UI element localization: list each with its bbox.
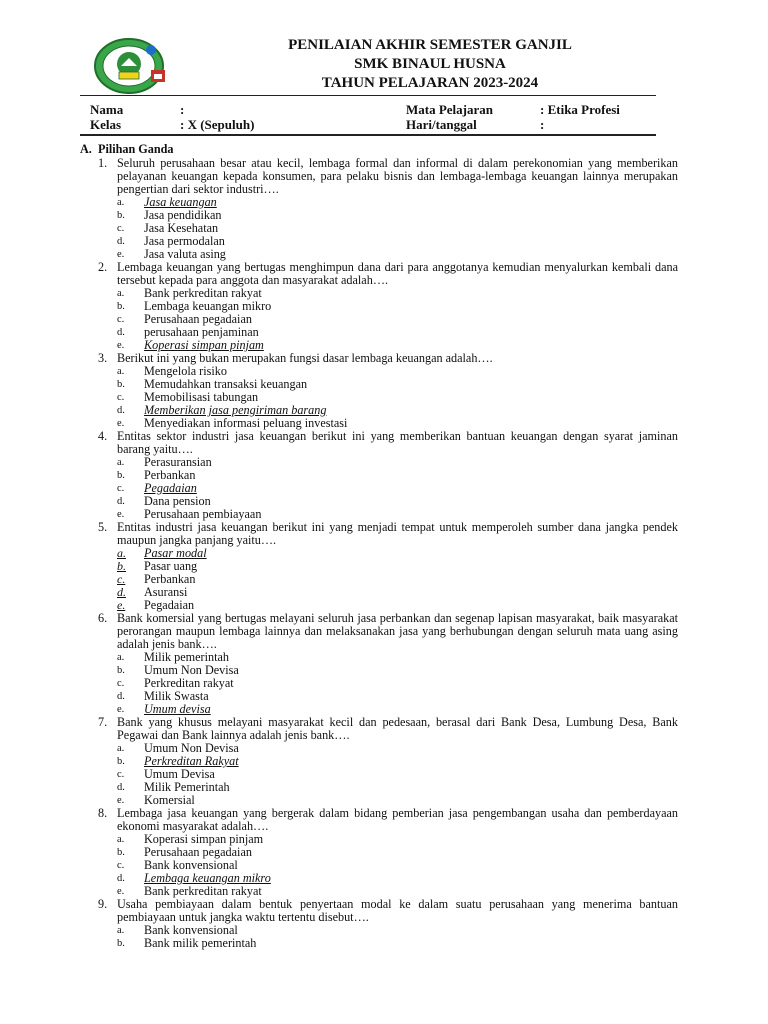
header-divider-bottom bbox=[80, 134, 656, 136]
option-letter: d. bbox=[117, 496, 125, 507]
option-letter: e. bbox=[117, 418, 125, 429]
option-text: Jasa permodalan bbox=[144, 234, 225, 248]
question-text: Lembaga jasa keuangan yang bergerak dalam bidang pemberian jasa pengembangan usaha dan pemberdayaan ekonomi masyarakat adalah…. bbox=[117, 806, 678, 833]
question-item bbox=[80, 807, 678, 833]
nama-label: Nama bbox=[90, 102, 124, 117]
option-text: Asuransi bbox=[144, 585, 188, 599]
option-letter: e. bbox=[117, 509, 125, 520]
option-list bbox=[80, 196, 678, 261]
option-text: Perkreditan rakyat bbox=[144, 676, 234, 690]
option-text: Perbankan bbox=[144, 572, 196, 586]
option-text: Perusahaan pegadaian bbox=[144, 845, 252, 859]
question-item bbox=[80, 430, 678, 456]
option-text: Menyediakan informasi peluang investasi bbox=[144, 416, 348, 430]
option-text: Perbankan bbox=[144, 468, 196, 482]
option-text: Lembaga keuangan mikro bbox=[144, 871, 271, 885]
option-letter: d. bbox=[117, 782, 125, 793]
option-letter: c. bbox=[117, 572, 126, 586]
option-letter: a. bbox=[117, 925, 125, 936]
option-text: Bank konvensional bbox=[144, 858, 238, 872]
question-item bbox=[80, 521, 678, 547]
option-letter: d. bbox=[117, 405, 125, 416]
hari-label: Hari/tanggal bbox=[406, 117, 477, 132]
option-list bbox=[80, 287, 678, 352]
option-text: Pasar modal bbox=[144, 546, 207, 560]
hari-value: : bbox=[540, 117, 545, 132]
school-name: SMK BINAUL HUSNA bbox=[354, 56, 506, 72]
option-text: Bank perkreditan rakyat bbox=[144, 884, 262, 898]
option-text: Milik pemerintah bbox=[144, 650, 229, 664]
option-text: Jasa keuangan bbox=[144, 195, 217, 209]
option-letter: b. bbox=[117, 847, 125, 858]
nama-value: : bbox=[180, 102, 185, 117]
mapel-value: : Etika Profesi bbox=[540, 102, 620, 117]
question-text: Bank komersial yang bertugas melayani seluruh jasa perbankan dan segenap lapisan masyarakat, baik masyarakat perorangan maupun lembaga lainnya dan melaksanakan jasa yang berhubungan dengan seluruh mata uang asing adalah jenis bank…. bbox=[117, 611, 678, 651]
kelas-value: : X (Sepuluh) bbox=[180, 117, 255, 132]
option-letter: e. bbox=[117, 704, 125, 715]
option-text: Perasuransian bbox=[144, 455, 212, 469]
option-text: perusahaan penjaminan bbox=[144, 325, 259, 339]
option-letter: c. bbox=[117, 483, 125, 494]
question-text: Berikut ini yang bukan merupakan fungsi dasar lembaga keuangan adalah…. bbox=[117, 351, 493, 365]
option-text: Pasar uang bbox=[144, 559, 198, 573]
option-letter: c. bbox=[117, 223, 125, 234]
question-number: 6. bbox=[98, 611, 108, 625]
option-letter: c. bbox=[117, 860, 125, 871]
mapel-label: Mata Pelajaran bbox=[406, 102, 494, 117]
option-letter: d. bbox=[117, 691, 125, 702]
question-number: 3. bbox=[98, 351, 108, 365]
option-letter: c. bbox=[117, 392, 125, 403]
section-heading bbox=[80, 143, 678, 156]
option-letter: e. bbox=[117, 598, 126, 612]
option-letter: c. bbox=[117, 314, 125, 325]
question-item bbox=[80, 716, 678, 742]
option-letter: a. bbox=[117, 366, 125, 377]
option-letter: a. bbox=[117, 743, 125, 754]
option-list bbox=[80, 547, 678, 612]
option-text: Bank perkreditan rakyat bbox=[144, 286, 262, 300]
option-text: Umum Non Devisa bbox=[144, 741, 239, 755]
kelas-label: Kelas bbox=[90, 117, 122, 132]
academic-year: TAHUN PELAJARAN 2023-2024 bbox=[321, 75, 539, 91]
option-text: Pegadaian bbox=[144, 481, 197, 495]
option-letter: b. bbox=[117, 301, 125, 312]
document-header bbox=[200, 36, 660, 93]
option-letter: e. bbox=[117, 795, 125, 806]
question-text: Seluruh perusahaan besar atau kecil, lembaga formal dan informal di dalam perekonomian yang memberikan pelayanan keuangan kepada konsumen, para pelaku bisnis dan lembaga-lembaga keuangan lainnya merupakan pengertian dari sektor industri…. bbox=[117, 156, 678, 196]
question-text: Entitas industri jasa keuangan berikut ini yang menjadi tempat untuk memperoleh sumber dana jangka pendek maupun jangka panjang yaitu…. bbox=[117, 520, 678, 547]
question-text: Usaha pembiayaan dalam bentuk penyertaan modal ke dalam suatu perusahaan yang menerima bantuan pembiayaan untuk jangka waktu tertentu disebut…. bbox=[117, 897, 678, 924]
option-text: Jasa pendidikan bbox=[144, 208, 222, 222]
option-letter: e. bbox=[117, 886, 125, 897]
option-text: Memudahkan transaksi keuangan bbox=[144, 377, 308, 391]
option-letter: d. bbox=[117, 873, 125, 884]
option-letter: a. bbox=[117, 457, 125, 468]
option-text: Umum Devisa bbox=[144, 767, 215, 781]
option-letter: c. bbox=[117, 678, 125, 689]
option-list bbox=[80, 924, 678, 950]
option-letter: d. bbox=[117, 327, 125, 338]
question-number: 5. bbox=[98, 520, 108, 534]
option-list bbox=[80, 742, 678, 807]
option-text: Dana pension bbox=[144, 494, 211, 508]
option-letter: a. bbox=[117, 288, 125, 299]
option-text: Bank konvensional bbox=[144, 923, 238, 937]
school-logo bbox=[91, 36, 175, 96]
option-letter: b. bbox=[117, 470, 125, 481]
option-list bbox=[80, 833, 678, 898]
question-text: Lembaga keuangan yang bertugas menghimpun dana dari para anggotanya kemudian menyalurkan kembali dana tersebut kepada para anggota dan masyarakat adalah…. bbox=[117, 260, 678, 287]
question-number: 1. bbox=[98, 156, 108, 170]
option-letter: b. bbox=[117, 756, 125, 767]
option-text: Perusahaan pegadaian bbox=[144, 312, 252, 326]
option-letter: d. bbox=[117, 585, 126, 599]
option-text: Perkreditan Rakyat bbox=[144, 754, 239, 768]
option-letter: e. bbox=[117, 340, 125, 351]
option-letter: b. bbox=[117, 210, 125, 221]
question-text: Entitas sektor industri jasa keuangan berikut ini yang memberikan bantuan keuangan dengan syarat jaminan barang yaitu…. bbox=[117, 429, 678, 456]
option-list bbox=[80, 651, 678, 716]
option-item bbox=[80, 937, 678, 950]
option-letter: c. bbox=[117, 769, 125, 780]
question-number: 2. bbox=[98, 260, 108, 274]
option-list bbox=[80, 456, 678, 521]
option-text: Umum devisa bbox=[144, 702, 211, 716]
option-letter: d. bbox=[117, 236, 125, 247]
question-item bbox=[80, 261, 678, 287]
option-text: Lembaga keuangan mikro bbox=[144, 299, 272, 313]
question-text: Bank yang khusus melayani masyarakat kecil dan pedesaan, berasal dari Bank Desa, Lumbung Desa, Bank Pegawai dan Bank lainnya adalah jenis bank…. bbox=[117, 715, 678, 742]
option-text: Milik Swasta bbox=[144, 689, 209, 703]
header-divider-top bbox=[80, 95, 656, 96]
question-number: 9. bbox=[98, 897, 108, 911]
question-item bbox=[80, 157, 678, 196]
option-list bbox=[80, 365, 678, 430]
option-text: Koperasi simpan pinjam bbox=[144, 832, 264, 846]
question-number: 4. bbox=[98, 429, 108, 443]
option-text: Koperasi simpan pinjam bbox=[144, 338, 264, 352]
option-letter: b. bbox=[117, 665, 125, 676]
question-list bbox=[80, 143, 678, 950]
option-letter: b. bbox=[117, 559, 126, 573]
option-text: Komersial bbox=[144, 793, 195, 807]
option-letter: b. bbox=[117, 938, 125, 949]
option-text: Jasa Kesehatan bbox=[144, 221, 219, 235]
question-number: 8. bbox=[98, 806, 108, 820]
option-letter: a. bbox=[117, 652, 125, 663]
option-text: Milik Pemerintah bbox=[144, 780, 230, 794]
option-letter: a. bbox=[117, 546, 126, 560]
question-item bbox=[80, 612, 678, 651]
option-letter: b. bbox=[117, 379, 125, 390]
section-title: Pilihan Ganda bbox=[98, 142, 174, 156]
option-text: Jasa valuta asing bbox=[144, 247, 226, 261]
option-text: Bank milik pemerintah bbox=[144, 936, 257, 950]
question-number: 7. bbox=[98, 715, 108, 729]
option-text: Pegadaian bbox=[144, 598, 195, 612]
option-text: Memobilisasi tabungan bbox=[144, 390, 259, 404]
option-text: Perusahaan pembiayaan bbox=[144, 507, 262, 521]
question-item bbox=[80, 898, 678, 924]
student-info bbox=[90, 102, 660, 132]
option-text: Mengelola risiko bbox=[144, 364, 227, 378]
exam-title: PENILAIAN AKHIR SEMESTER GANJIL bbox=[288, 37, 572, 53]
option-text: Umum Non Devisa bbox=[144, 663, 239, 677]
option-letter: e. bbox=[117, 249, 125, 260]
option-letter: a. bbox=[117, 834, 125, 845]
option-letter: a. bbox=[117, 197, 125, 208]
option-text: Memberikan jasa pengiriman barang bbox=[144, 403, 327, 417]
section-letter: A. bbox=[80, 142, 92, 156]
